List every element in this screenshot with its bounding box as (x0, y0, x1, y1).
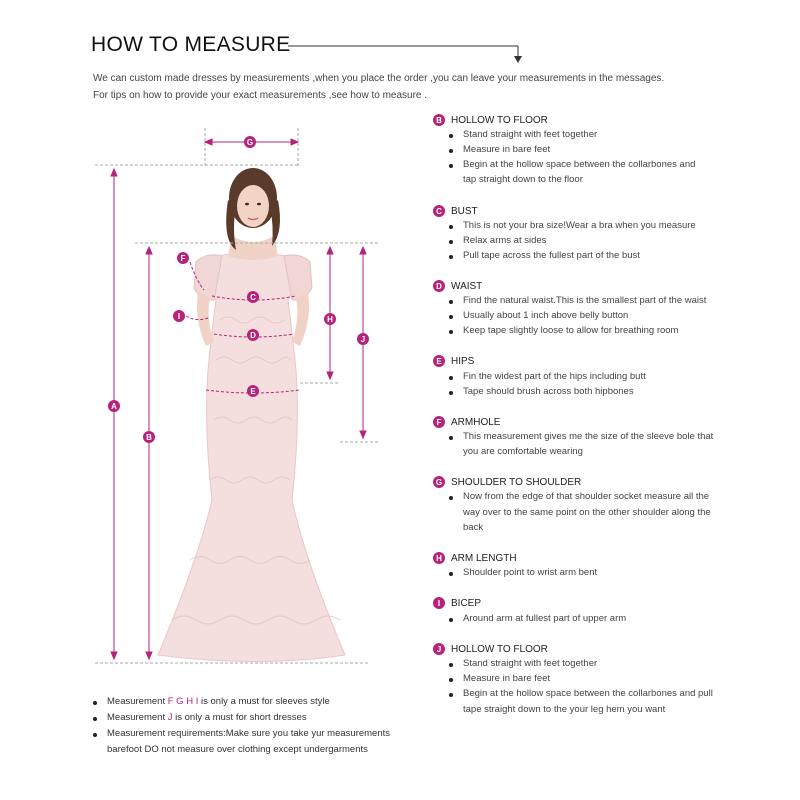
measurement-figure (0, 100, 420, 680)
section-h-header (433, 552, 517, 564)
section-title: BICEP (451, 597, 482, 609)
list-item: Now from the edge of that shoulder socket measure all the (451, 491, 709, 502)
badge-j: J (433, 643, 445, 655)
list-item: Pull tape across the fullest part of the bust (451, 250, 640, 261)
list-item: This is not your bra size!Wear a bra when you measure (451, 220, 696, 231)
list-item: Measure in bare feet (451, 673, 550, 684)
label-b: B (146, 433, 152, 442)
intro-text-2: For tips on how to provide your exact measurements ,see how to measure . (93, 90, 428, 101)
list-item: Measure in bare feet (451, 144, 550, 155)
list-item-cont: you are comfortable wearing (463, 446, 583, 457)
section-e-header (433, 355, 474, 367)
section-title: HOLLOW TO FLOOR (451, 643, 548, 655)
section-d-header (433, 280, 482, 292)
badge-f: F (433, 416, 445, 428)
label-e: E (250, 387, 256, 396)
intro-text-1: We can custom made dresses by measurements ,when you place the order ,you can leave your measurements in the messages. (93, 73, 665, 84)
list-item: Relax arms at sides (451, 235, 546, 246)
section-title: ARM LENGTH (451, 552, 517, 564)
section-i-header (433, 597, 481, 609)
badge-b: B (433, 114, 445, 126)
label-a: A (111, 402, 117, 411)
badge-h: H (433, 552, 445, 564)
list-item: Find the natural waist.This is the smallest part of the waist (451, 295, 706, 306)
list-item: Begin at the hollow space between the collarbones and (451, 159, 695, 170)
label-g: G (246, 138, 254, 147)
list-item: Stand straight with feet together (451, 129, 597, 140)
label-i: I (177, 312, 181, 321)
label-h: H (327, 315, 333, 324)
list-item: Shoulder point to wrist arm bent (451, 567, 597, 578)
list-item: Keep tape slightly loose to allow for breathing room (451, 325, 678, 336)
section-title: ARMHOLE (451, 416, 501, 428)
list-item: Tape should brush across both hipbones (451, 386, 634, 397)
dress-illustration (158, 168, 345, 662)
list-item-cont: tape straight down to the your leg hem you want (463, 704, 666, 715)
list-item: Usually about 1 inch above belly button (451, 310, 628, 321)
list-item: Begin at the hollow space between the collarbones and pull (451, 688, 713, 699)
label-f: F (180, 254, 186, 263)
section-title: BUST (451, 205, 478, 217)
list-item: Stand straight with feet together (451, 658, 597, 669)
badge-d: D (433, 280, 445, 292)
section-f-header (433, 416, 500, 428)
note-requirements-cont: barefoot DO not measure over clothing except undergarments (107, 744, 368, 755)
list-item: This measurement gives me the size of the sleeve bole that (451, 431, 713, 442)
badge-e: E (433, 355, 445, 367)
section-c-header (433, 205, 478, 217)
badge-i: I (433, 597, 445, 609)
list-item: Around arm at fullest part of upper arm (451, 613, 626, 624)
section-title: WAIST (451, 280, 483, 292)
list-item-cont: way over to the same point on the other shoulder along the (463, 507, 711, 518)
section-title: SHOULDER TO SHOULDER (451, 476, 582, 488)
note-requirements: Measurement requirements:Make sure you take yur measurements (93, 728, 390, 739)
section-title: HIPS (451, 355, 475, 367)
section-b-header (433, 114, 548, 126)
list-item-cont: tap straight down to the floor (463, 174, 583, 185)
page-title: HOW TO MEASURE (91, 33, 291, 56)
list-item-cont: back (463, 522, 484, 533)
label-d: D (250, 331, 256, 340)
badge-g: G (433, 476, 445, 488)
section-j-header (433, 643, 548, 655)
note-sleeves: Measurement F G H I is only a must for sleeves style (93, 696, 330, 707)
note-short-dresses: Measurement J is only a must for short dresses (93, 712, 307, 723)
list-item: Fin the widest part of the hips including butt (451, 371, 646, 382)
badge-c: C (433, 205, 445, 217)
label-j: J (360, 335, 366, 344)
label-c: C (250, 293, 256, 302)
section-title: HOLLOW TO FLOOR (451, 114, 548, 126)
section-g-header (433, 476, 581, 488)
title-arrow (288, 38, 528, 68)
